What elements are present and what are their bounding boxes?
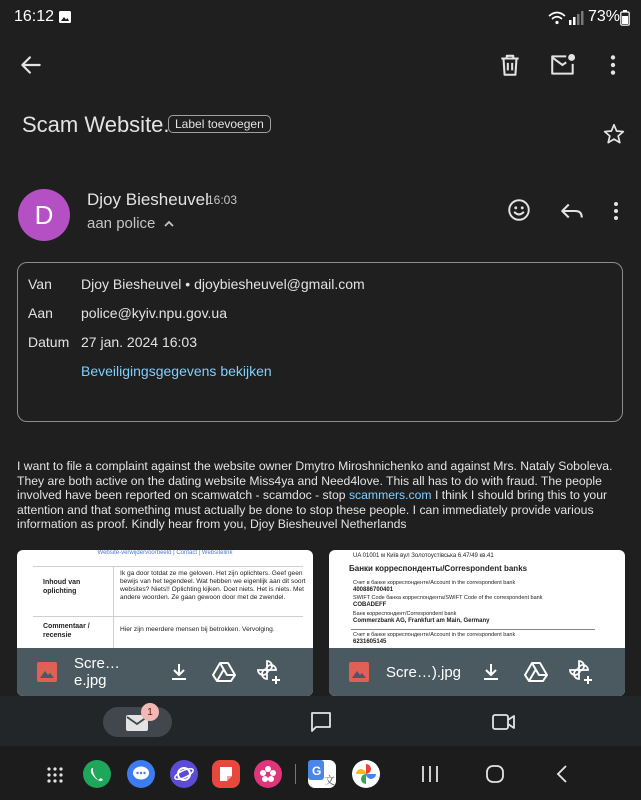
preview-value: 400886700401 [353, 587, 394, 593]
google-translate-app-icon[interactable] [308, 760, 336, 788]
recipient-summary: aan police [87, 215, 156, 232]
download-icon[interactable] [168, 661, 190, 683]
image-file-icon [36, 661, 58, 683]
email-body [17, 459, 623, 532]
phone-app-icon[interactable] [83, 760, 111, 788]
home-icon[interactable] [485, 764, 505, 784]
preview-line: Банк корреспондент/Correspondent bank [353, 611, 457, 617]
preview-value: COBADEFF [353, 602, 387, 608]
preview-title: Банки корреспонденты/Correspondent banks [349, 564, 528, 573]
attachment-card-2[interactable] [329, 550, 625, 696]
svg-text:文: 文 [324, 774, 335, 787]
back-arrow-icon[interactable] [18, 52, 46, 80]
security-details-link[interactable]: Beveiligingsgegevens bekijken [81, 363, 272, 379]
more-options-icon[interactable] [600, 52, 628, 80]
mark-unread-icon[interactable] [549, 52, 577, 80]
meet-video-icon[interactable] [491, 710, 517, 734]
unread-badge: 1 [141, 703, 159, 721]
email-subject: Scam Website. [22, 112, 170, 137]
chevron-up-icon [163, 219, 175, 229]
preview-value: Commerzbank AG, Frankfurt am Main, Germany [353, 618, 490, 624]
add-to-photos-icon[interactable] [568, 659, 594, 685]
sender-time: 16:03 [207, 193, 238, 207]
date-label: Datum [28, 334, 70, 350]
add-label-button[interactable]: Label toevoegen [168, 115, 271, 133]
sender-avatar[interactable]: D [18, 189, 70, 241]
preview-row1-label: Inhoud van oplichting [43, 579, 81, 595]
preview-value: 6231605145 [353, 639, 387, 645]
svg-text:G: G [312, 764, 322, 778]
sender-name: Djoy Biesheuvel [87, 190, 209, 209]
attachment-name-2: Scre…).jpg [386, 663, 462, 681]
from-value: Djoy Biesheuvel • djoybiesheuvel@gmail.com [81, 276, 365, 292]
body-link[interactable]: scammers.com [348, 488, 432, 503]
recent-apps-icon[interactable] [420, 765, 440, 783]
date-value: 27 jan. 2024 16:03 [81, 334, 197, 350]
save-to-drive-icon[interactable] [212, 661, 236, 683]
preview-header: Website-verwijdervoorbeeld | Contact | Websitelink [97, 550, 233, 556]
recipient-toggle[interactable] [87, 215, 175, 232]
preview-row1-text: Ik ga door totdat ze me geloven. Het zijn oplichters. Geef geen bewijs van het tegendeel. Wat hebben we eigenlijk aan dit soort websites? Niets!! Oplichting kijken. Doet niets. Het is niets. Met andere woorden. Ze gaan gewoon door met de zwendel. [120, 570, 306, 601]
download-icon[interactable] [480, 661, 502, 683]
attachment-bar-1 [17, 648, 313, 696]
preview-line: Счет в банке корреспонденте/Account in the correspondent bank [353, 632, 516, 638]
status-time: 16:12 [14, 8, 55, 25]
attachment-bar-2 [329, 648, 625, 696]
dock-divider [295, 764, 296, 784]
attachment-preview-1 [17, 550, 313, 648]
image-file-icon [348, 661, 370, 683]
message-more-icon[interactable] [604, 198, 628, 224]
google-photos-app-icon[interactable] [352, 760, 380, 788]
body-text-2: I think I should bring this to your attention and that something must actually be done to stop these people. I can immediately provide various information as proof. Kindly hear from you, Djoy Biesheuvel Netherlands [17, 488, 608, 532]
battery-percentage: 73% [588, 8, 621, 25]
signal-icon [568, 10, 584, 26]
save-to-drive-icon[interactable] [524, 661, 548, 683]
attachment-card-1[interactable] [17, 550, 313, 696]
preview-line: SWIFT Code банка корреспондента/SWIFT Code of the correspondent bank [353, 595, 543, 601]
preview-header: UA 01001 м Київ вул Золотоустівська 6.47/49 кв.41 [353, 553, 494, 559]
flower-app-icon[interactable] [254, 760, 282, 788]
add-to-photos-icon[interactable] [256, 659, 282, 685]
notes-app-icon[interactable] [212, 760, 240, 788]
battery-icon [620, 10, 630, 26]
star-icon[interactable] [602, 122, 626, 146]
to-label: Aan [28, 305, 53, 321]
wifi-icon [548, 11, 566, 25]
delete-icon[interactable] [497, 52, 525, 80]
system-back-icon[interactable] [553, 764, 571, 784]
body-text-1: I want to file a complaint against the website owner Dmytro Miroshnichenko and against Mrs. Nataly Soboleva. They are both active on the dating website Miss4ya and Need4love. This all has to do with fraud. The people involved have been reported on scamwatch - scamdoc - stop [17, 459, 613, 503]
gallery-notification-icon [58, 10, 72, 24]
to-value: police@kyiv.npu.gov.ua [81, 305, 227, 321]
attachment-preview-2 [329, 550, 625, 648]
preview-row2-text: Hier zijn meerdere mensen bij betrokken. Vervolging. [120, 626, 275, 633]
preview-row2-label: Commentaar / recensie [43, 623, 90, 639]
reply-icon[interactable] [559, 198, 585, 224]
app-drawer-icon[interactable] [46, 766, 64, 784]
chat-icon[interactable] [309, 710, 333, 734]
internet-browser-app-icon[interactable] [170, 760, 198, 788]
emoji-reaction-icon[interactable] [506, 197, 532, 223]
attachment-name-1: Scre…e.jpg [74, 655, 120, 689]
messages-app-icon[interactable] [127, 760, 155, 788]
from-label: Van [28, 276, 52, 292]
preview-line: Счет в банке корреспонденте/Account in the correspondent bank [353, 580, 516, 586]
